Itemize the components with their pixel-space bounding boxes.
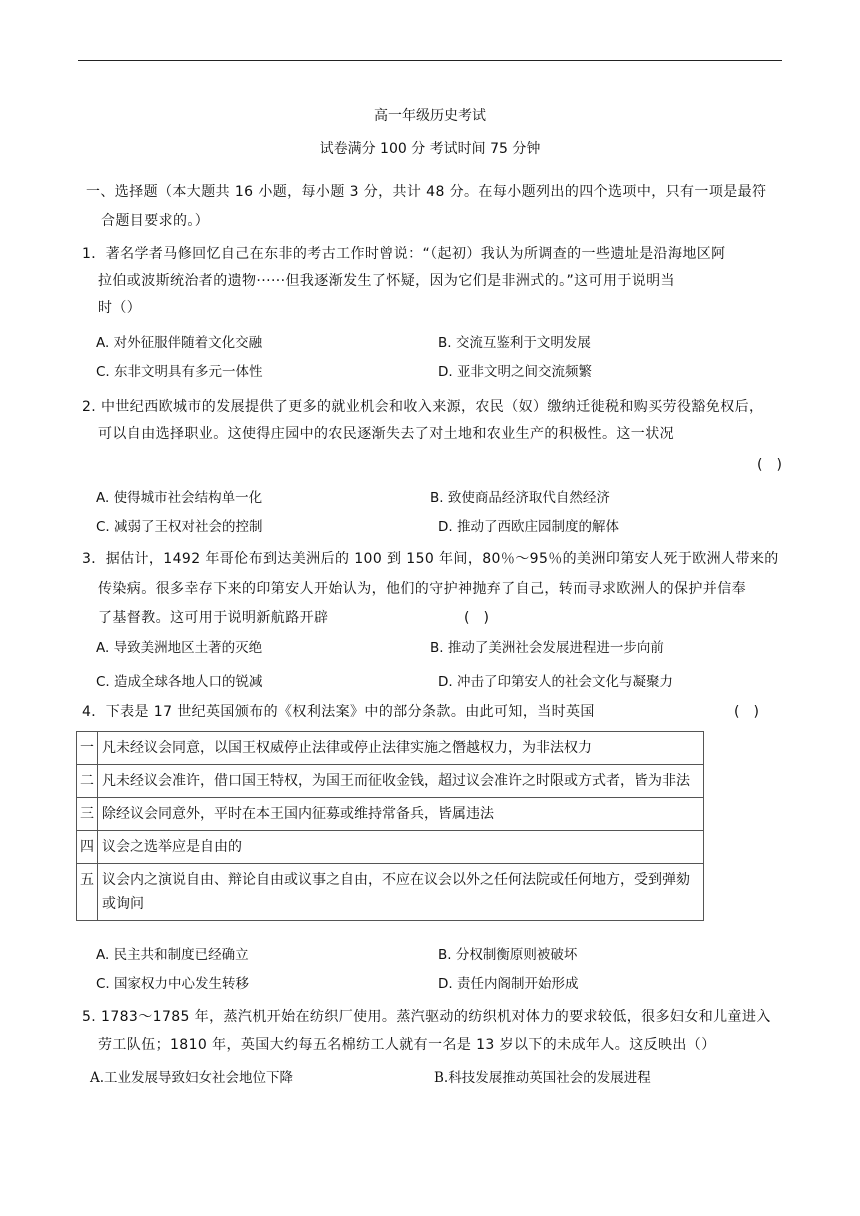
table-row: [77, 765, 704, 798]
clause-number: 四: [77, 831, 98, 864]
question-2-option-d[interactable]: D. 推动了西欧庄园制度的解体: [438, 519, 619, 535]
question-1-line2: 拉伯或波斯统治者的遗物······但我逐渐发生了怀疑，因为它们是非洲式的。”这可用于说明当: [98, 273, 675, 289]
question-3-line1: 3．据估计，1492 年哥伦布到达美洲后的 100 到 150 年间，80％～95％的美洲印第安人死于欧洲人带来的: [82, 551, 779, 567]
question-1-option-b[interactable]: B. 交流互鉴利于文明发展: [438, 335, 591, 351]
question-1-line1: 1．著名学者马修回忆自己在东非的考古工作时曾说：“（起初）我认为所调查的一些遗址是沿海地区阿: [82, 246, 726, 262]
clause-text: 凡未经议会准许，借口国王特权，为国王而征收金钱，超过议会准许之时限或方式者，皆为非法: [98, 765, 704, 798]
question-1-line3: 时（）: [98, 300, 142, 316]
question-5-option-a[interactable]: A.工业发展导致妇女社会地位下降: [90, 1070, 294, 1086]
section-instructions-line2: 合题目要求的。）: [101, 213, 210, 229]
table-row: [77, 864, 704, 921]
question-5-line2: 劳工队伍；1810 年，英国大约每五名棉纺工人就有一名是 13 岁以下的未成年人。这反映出（）: [98, 1037, 716, 1053]
question-3-answer-bracket[interactable]: ( ): [464, 610, 489, 626]
section-instructions-line1: 一、选择题（本大题共 16 小题，每小题 3 分，共计 48 分。在每小题列出的四个选项中，只有一项是最符: [86, 184, 767, 200]
question-3-option-b[interactable]: B. 推动了美洲社会发展进程进一步向前: [430, 640, 664, 656]
question-2-option-c[interactable]: C. 减弱了王权对社会的控制: [96, 519, 263, 535]
question-1-option-a[interactable]: A. 对外征服伴随着文化交融: [96, 335, 263, 351]
question-3-line3: 了基督教。这可用于说明新航路开辟: [98, 610, 329, 626]
question-4-option-c[interactable]: C. 国家权力中心发生转移: [96, 976, 250, 992]
question-2-option-a[interactable]: A. 使得城市社会结构单一化: [96, 490, 263, 506]
clause-text: 除经议会同意外，平时在本王国内征募或维持常备兵，皆属违法: [98, 798, 704, 831]
clause-number: 五: [77, 864, 98, 921]
question-2-option-b[interactable]: B. 致使商品经济取代自然经济: [430, 490, 610, 506]
question-1-option-d[interactable]: D. 亚非文明之间交流频繁: [438, 364, 592, 380]
clause-number: 一: [77, 732, 98, 765]
question-2-line1: 2. 中世纪西欧城市的发展提供了更多的就业机会和收入来源，农民（奴）缴纳迁徙税和购买劳役豁免权后，: [82, 399, 764, 415]
table-row: [77, 798, 704, 831]
question-2-answer-bracket[interactable]: ( ): [757, 457, 782, 473]
clause-number: 二: [77, 765, 98, 798]
question-3-option-d[interactable]: D. 冲击了印第安人的社会文化与凝聚力: [438, 674, 673, 690]
question-5-option-b[interactable]: B.科技发展推动英国社会的发展进程: [434, 1070, 651, 1086]
bill-of-rights-table: [76, 731, 704, 921]
question-4-answer-bracket[interactable]: ( ): [734, 704, 759, 720]
clause-text: 议会之选举应是自由的: [98, 831, 704, 864]
header-rule: [78, 60, 782, 61]
exam-subtitle: 试卷满分 100 分 考试时间 75 分钟: [319, 141, 541, 157]
exam-title: 高一年级历史考试: [374, 108, 486, 124]
question-3-option-a[interactable]: A. 导致美洲地区土著的灭绝: [96, 640, 263, 656]
question-4-line1: 4．下表是 17 世纪英国颁布的《权利法案》中的部分条款。由此可知，当时英国: [82, 704, 595, 720]
table-row: [77, 732, 704, 765]
question-5-line1: 5. 1783～1785 年，蒸汽机开始在纺织厂使用。蒸汽驱动的纺织机对体力的要求较低，很多妇女和儿童进入: [82, 1009, 771, 1025]
question-3-option-c[interactable]: C. 造成全球各地人口的锐减: [96, 674, 263, 690]
clause-text: 凡未经议会同意，以国王权威停止法律或停止法律实施之僭越权力，为非法权力: [98, 732, 704, 765]
question-2-line2: 可以自由选择职业。这使得庄园中的农民逐渐失去了对土地和农业生产的积极性。这一状况: [98, 426, 674, 442]
clause-number: 三: [77, 798, 98, 831]
question-4-option-d[interactable]: D. 责任内阁制开始形成: [438, 976, 579, 992]
question-3-line2: 传染病。很多幸存下来的印第安人开始认为，他们的守护神抛弃了自己，转而寻求欧洲人的保护并信奉: [98, 581, 746, 597]
question-4-option-a[interactable]: A. 民主共和制度已经确立: [96, 947, 249, 963]
question-1-option-c[interactable]: C. 东非文明具有多元一体性: [96, 364, 263, 380]
clause-text: 议会内之演说自由、辩论自由或议事之自由，不应在议会以外之任何法院或任何地方，受到弹劾或询问: [98, 864, 704, 921]
question-4-option-b[interactable]: B. 分权制衡原则被破坏: [438, 947, 578, 963]
table-row: [77, 831, 704, 864]
